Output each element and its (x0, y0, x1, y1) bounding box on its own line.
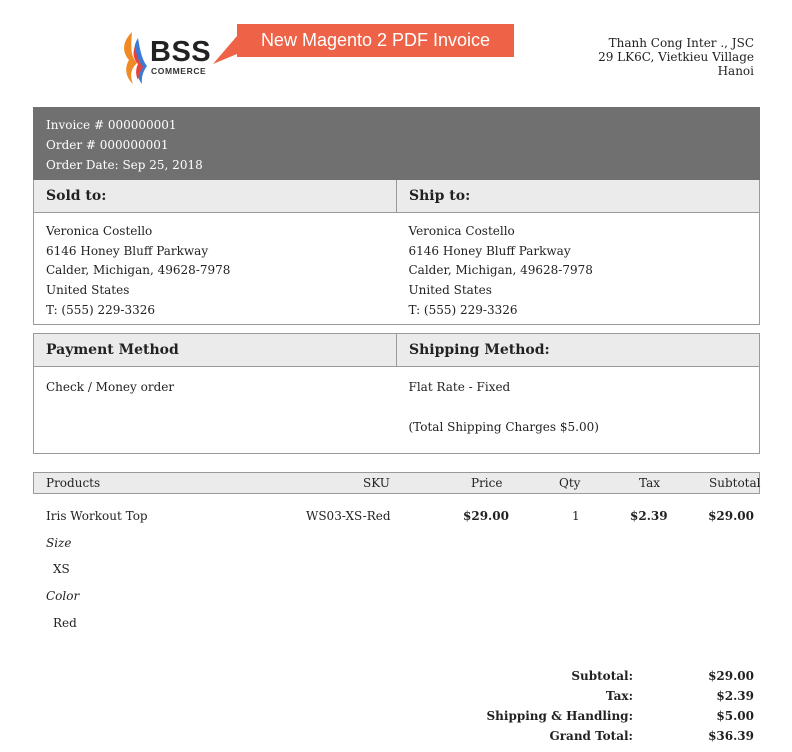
address-line: T: (555) 229-3326 (46, 302, 156, 317)
product-tax: $2.39 (630, 509, 668, 523)
col-sku: SKU (363, 476, 390, 490)
products-table-header (33, 472, 760, 494)
order-date: Order Date: Sep 25, 2018 (46, 158, 203, 172)
address-line: United States (408, 283, 492, 298)
store-address-line: Thanh Cong Inter ., JSC (608, 36, 754, 50)
shipping-method-title: Shipping Method: (409, 342, 550, 358)
address-header (34, 180, 759, 213)
option-label: Size (46, 536, 72, 550)
address-line: Calder, Michigan, 49628-7978 (408, 263, 593, 278)
payment-method-title: Payment Method (34, 334, 397, 366)
shipping-charges: (Total Shipping Charges $5.00) (408, 420, 599, 434)
grand-total-value: $36.39 (708, 729, 754, 743)
tax-value: $2.39 (716, 689, 754, 703)
sold-to-address (34, 213, 397, 321)
option-value: XS (53, 562, 70, 576)
invoice-header (33, 107, 760, 180)
tax-label: Tax: (605, 689, 633, 703)
address-line: Calder, Michigan, 49628-7978 (46, 263, 231, 278)
store-address (598, 36, 754, 78)
product-name: Iris Workout Top (46, 509, 148, 523)
address-line: United States (46, 283, 130, 298)
payment-shipping-section (33, 333, 760, 454)
shipping-method-value: Flat Rate - Fixed (408, 380, 511, 394)
subtotal-label: Subtotal: (571, 669, 633, 683)
store-address-line: Hanoi (717, 64, 754, 78)
col-subtotal: Subtotal (709, 476, 761, 490)
option-label: Color (46, 589, 80, 603)
product-subtotal: $29.00 (708, 509, 754, 523)
promo-banner: New Magento 2 PDF Invoice (237, 24, 514, 57)
col-price: Price (471, 476, 503, 490)
shipping-handling-value: $5.00 (716, 709, 754, 723)
order-number: Order # 000000001 (46, 138, 169, 152)
product-price: $29.00 (463, 509, 509, 523)
sold-to-title: Sold to: (34, 180, 397, 212)
logo-wordmark: BSS (150, 36, 212, 68)
address-line: T: (555) 229-3326 (408, 302, 518, 317)
option-value: Red (53, 616, 77, 630)
address-line: Veronica Costello (46, 224, 153, 238)
invoice-number: Invoice # 000000001 (46, 118, 177, 132)
payment-method-details (34, 367, 397, 437)
store-address-line: 29 LK6C, Vietkieu Village (598, 50, 754, 64)
grand-total-label: Grand Total: (549, 729, 633, 743)
col-tax: Tax (639, 476, 660, 490)
subtotal-value: $29.00 (708, 669, 754, 683)
logo-subtitle: COMMERCE (151, 66, 207, 76)
col-products: Products (46, 476, 101, 490)
address-section (33, 180, 760, 325)
col-qty: Qty (559, 476, 581, 490)
shipping-method-details (397, 367, 760, 437)
payment-shipping-header (34, 334, 759, 367)
ship-to-title: Ship to: (409, 188, 471, 204)
address-line: 6146 Honey Bluff Parkway (46, 243, 209, 258)
product-qty: 1 (572, 509, 580, 523)
payment-method-value: Check / Money order (46, 380, 175, 394)
banner-pointer-icon (213, 36, 239, 66)
ship-to-address (397, 213, 760, 321)
address-line: 6146 Honey Bluff Parkway (408, 243, 571, 258)
product-sku: WS03-XS-Red (306, 509, 391, 523)
shipping-handling-label: Shipping & Handling: (486, 709, 633, 723)
address-line: Veronica Costello (408, 224, 515, 238)
